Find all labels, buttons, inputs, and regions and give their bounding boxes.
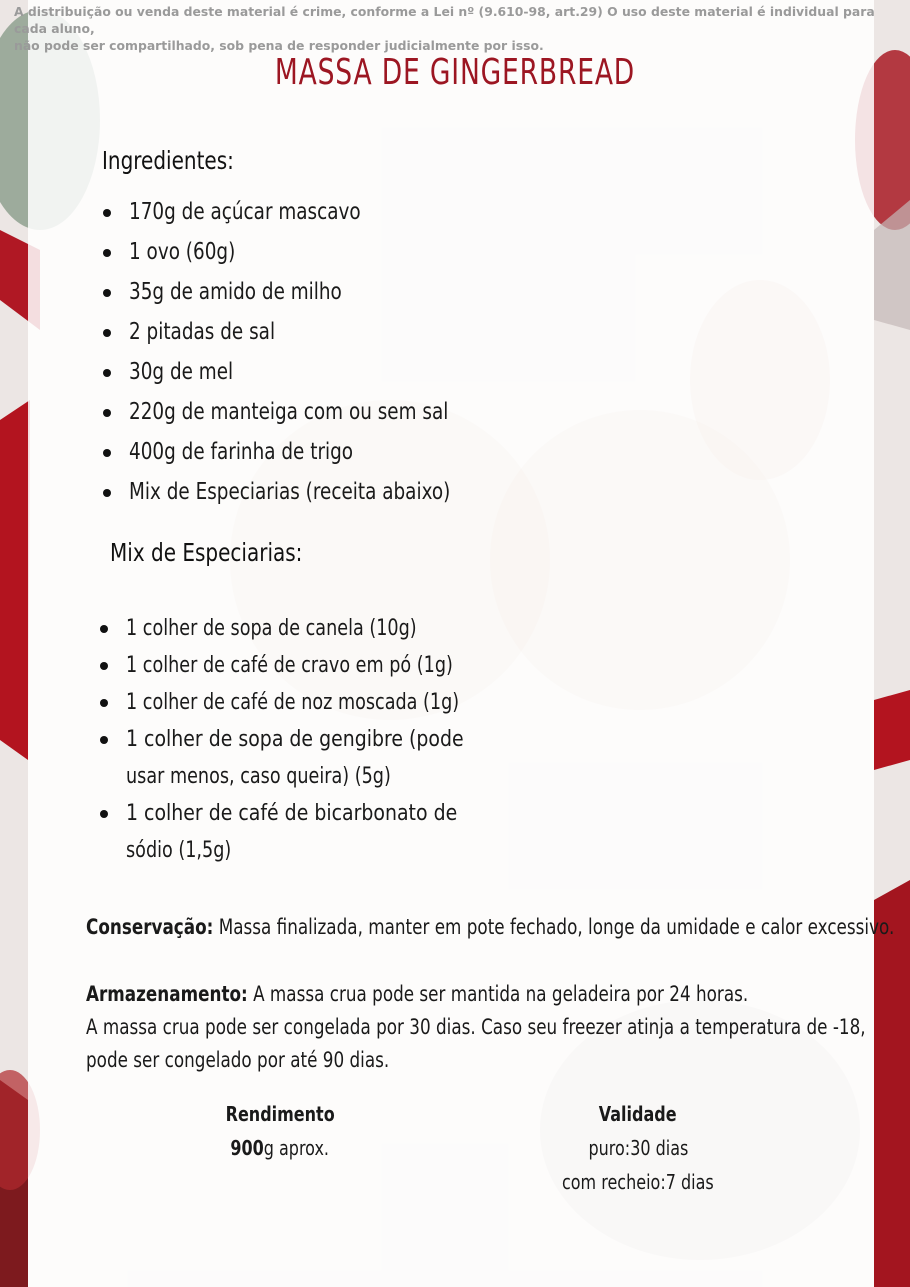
list-item: 220g de manteiga com ou sem sal	[103, 396, 531, 436]
conservacao-text: Massa finalizada, manter em pote fechado, longe da umidade e calor excessivo.	[213, 915, 895, 939]
validade-line-2: com recheio:7 dias	[562, 1170, 714, 1194]
list-item: 400g de farinha de trigo	[103, 436, 531, 476]
ingredients-heading: Ingredientes:	[102, 146, 234, 175]
list-item: 1 ovo (60g)	[103, 236, 531, 276]
armazenamento-text-3: pode ser congelado por até 90 dias.	[86, 1048, 390, 1072]
armazenamento-text-1: A massa crua pode ser mantida na geladeira por 24 horas.	[247, 982, 749, 1006]
armazenamento-text-2: A massa crua pode ser congelada por 30 dias. Caso seu freezer atinja a temperatura de -18,	[86, 1015, 866, 1039]
list-item: 1 colher de sopa de canela (10g)	[100, 610, 542, 647]
rendimento-value-rest: g aprox.	[264, 1136, 330, 1160]
list-item: 1 colher de sopa de gengibre (pode usar menos, caso queira) (5g)	[100, 721, 542, 795]
list-item: 1 colher de café de bicarbonato de sódio (1,5g)	[100, 795, 542, 869]
spices-heading: Mix de Especiarias:	[110, 538, 303, 567]
validade-block	[518, 1097, 758, 1199]
notice-line-1: A distribuição ou venda deste material é crime, conforme a Lei nº (9.610-98, art.29) O uso deste material é individual para cada aluno,	[14, 4, 875, 36]
list-item: 30g de mel	[103, 356, 531, 396]
rendimento-label: Rendimento	[225, 1102, 335, 1126]
armazenamento-label: Armazenamento:	[86, 982, 248, 1006]
armazenamento-paragraph	[86, 978, 866, 1077]
list-item: 1 colher de café de cravo em pó (1g)	[100, 647, 542, 684]
rendimento-block	[160, 1097, 400, 1165]
copyright-notice	[14, 3, 904, 54]
validade-label: Validade	[599, 1102, 677, 1126]
list-item: 1 colher de café de noz moscada (1g)	[100, 684, 542, 721]
list-item: Mix de Especiarias (receita abaixo)	[103, 476, 531, 516]
list-item: 170g de açúcar mascavo	[103, 196, 531, 236]
rendimento-value-bold: 900	[230, 1136, 265, 1160]
page-title: MASSA DE GINGERBREAD	[274, 52, 636, 93]
conservacao-label: Conservação:	[86, 915, 214, 939]
ingredients-list	[103, 196, 531, 516]
notice-line-2: não pode ser compartilhado, sob pena de responder judicialmente por isso.	[14, 38, 544, 53]
conservacao-paragraph	[86, 911, 895, 944]
validade-line-1: puro:30 dias	[588, 1136, 688, 1160]
spices-list	[100, 610, 542, 869]
list-item: 2 pitadas de sal	[103, 316, 531, 356]
list-item: 35g de amido de milho	[103, 276, 531, 316]
